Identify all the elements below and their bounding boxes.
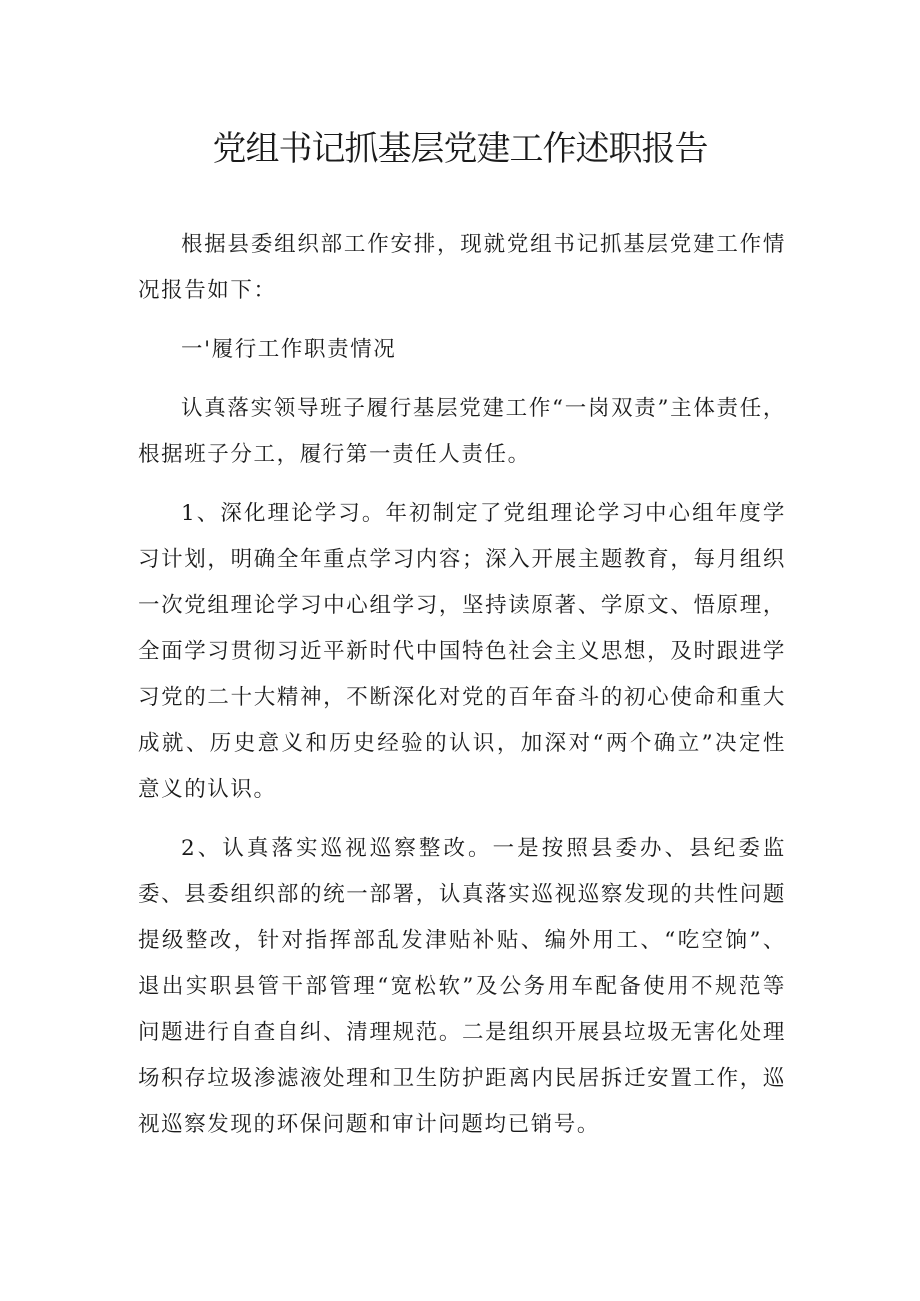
responsibility-paragraph: 认真落实领导班子履行基层党建工作“一岗双责”主体责任，根据班子分工，履行第一责任人责任。	[138, 396, 786, 467]
theory-study-paragraph: 1、深化理论学习。年初制定了党组理论学习中心组年度学习计划，明确全年重点学习内容；深入开展主题教育，每月组织一次党组理论学习中心组学习，坚持读原著、学原文、悟原理，全面学习贯彻习近平新时代中国特色社会主义思想，及时跟进学习党的二十大精神，不断深化对党的百年奋斗的初心使命和重大成就、历史意义和历史经验的认识，加深对“两个确立”决定性意义的认识。	[138, 501, 786, 802]
section-heading: 一'履行工作职责情况	[181, 337, 397, 362]
intro-paragraph: 根据县委组织部工作安排，现就党组书记抓基层党建工作情况报告如下：	[138, 232, 786, 303]
document-title: 党组书记抓基层党建工作述职报告	[212, 129, 708, 169]
document-body	[138, 222, 786, 1161]
inspection-rectification-paragraph: 2、认真落实巡视巡察整改。一是按照县委办、县纪委监委、县委组织部的统一部署，认真落实巡视巡察发现的共性问题提级整改，针对指挥部乱发津贴补贴、编外用工、“吃空饷”、退出实职县管干部管理“宽松软”及公务用车配备使用不规范等问题进行自查自纠、清理规范。二是组织开展县垃圾无害化处理场积存垃圾渗滤液处理和卫生防护距离内民居拆迁安置工作，巡视巡察发现的环保问题和审计问题均已销号。	[138, 836, 786, 1137]
